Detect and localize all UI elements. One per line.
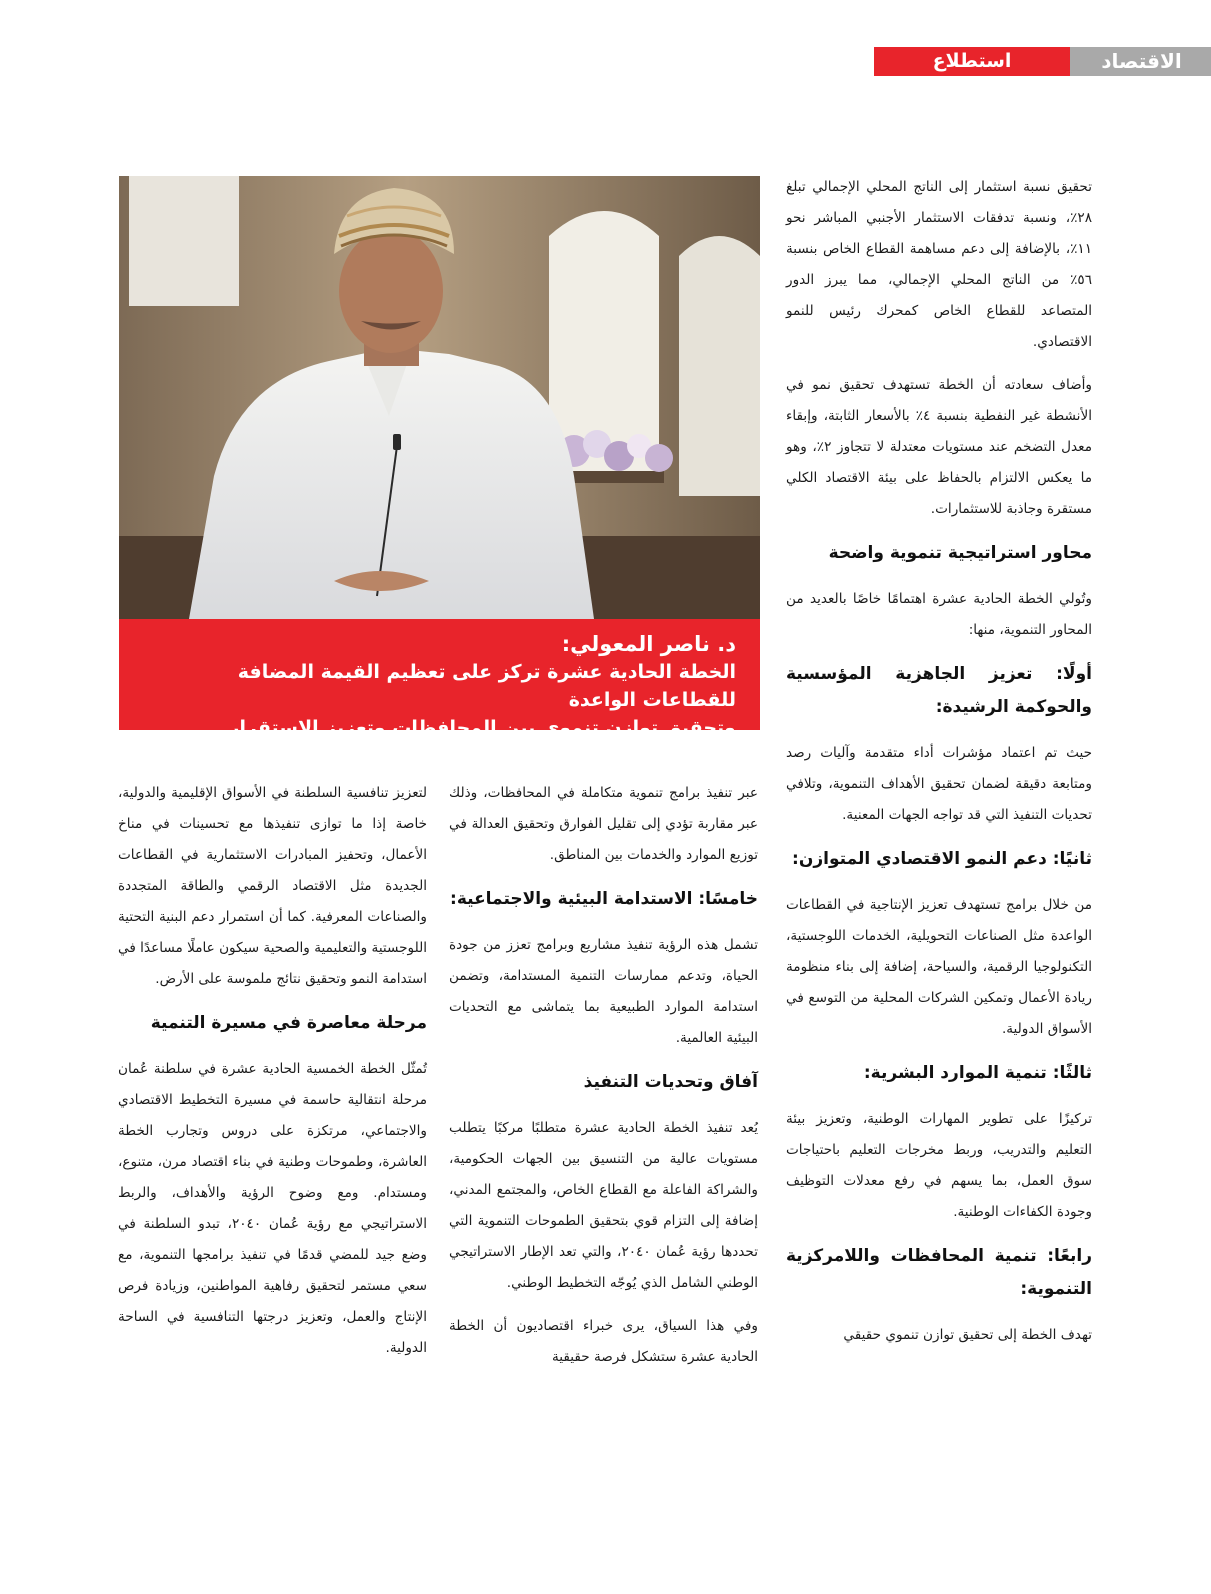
article-column-right	[786, 172, 1092, 1363]
section-heading: رابعًا: تنمية المحافظات واللامركزية التنموية:	[786, 1246, 1092, 1299]
article-column-middle	[449, 778, 758, 1385]
paragraph: وأضاف سعادته أن الخطة تستهدف تحقيق نمو في الأنشطة غير النفطية بنسبة ٤٪ بالأسعار الثابتة، وإبقاء معدل التضخم عند مستويات معتدلة لا تتجاوز ٢٪، وهو ما يعكس الالتزام بالحفاظ على بيئة الاقتصاد الكلي مستقرة وجاذبة للاستثمارات.	[786, 377, 1093, 517]
section-heading: مرحلة معاصرة في مسيرة التنمية	[150, 1013, 427, 1033]
paragraph: تركيزًا على تطوير المهارات الوطنية، وتعزيز بيئة التعليم والتدريب، وربط مخرجات التعليم باحتياجات سوق العمل، بما يسهم في رفع معدلات التوظيف وجودة الكفاءات الوطنية.	[786, 1111, 1092, 1220]
paragraph: حيث تم اعتماد مؤشرات أداء متقدمة وآليات رصد ومتابعة دقيقة لضمان تحقيق الأهداف التنموية، وتلافي تحديات التنفيذ التي قد تواجه الجهات المعنية.	[786, 745, 1092, 823]
caption-speaker-name: د. ناصر المعولي:	[561, 632, 736, 656]
article-column-left	[118, 778, 427, 1376]
section-label: استطلاع	[932, 50, 1012, 72]
section-heading: ثالثًا: تنمية الموارد البشرية:	[863, 1063, 1092, 1083]
section-heading: ثانيًا: دعم النمو الاقتصادي المتوازن:	[792, 849, 1092, 869]
paragraph: تحقيق نسبة استثمار إلى الناتج المحلي الإجمالي تبلغ ٢٨٪، ونسبة تدفقات الاستثمار الأجنبي المباشر نحو ١١٪، بالإضافة إلى دعم مساهمة القطاع الخاص بنسبة ٥٦٪ من الناتج المحلي الإجمالي، مما يبرز الدور المتصاعد للقطاع الخاص كمحرك رئيس للنمو الاقتصادي.	[786, 179, 1092, 350]
caption-quote-line: الخطة الحادية عشرة تركز على تعظيم القيمة المضافة للقطاعات الواعدة	[237, 661, 736, 711]
caption-quote-line: وتحقيق توازن تنموي بين المحافظات وتعزيز الاستقرار الاقتصادي	[228, 717, 736, 767]
magazine-logo: الاقتصاد	[1101, 49, 1182, 73]
paragraph: تهدف الخطة إلى تحقيق توازن تنموي حقيقي	[843, 1327, 1092, 1343]
speaker-portrait-icon	[119, 176, 760, 619]
paragraph: وفي هذا السياق، يرى خبراء اقتصاديون أن الخطة الحادية عشرة ستشكل فرصة حقيقية	[449, 1318, 758, 1365]
section-heading: محاور استراتيجية تنموية واضحة	[828, 543, 1092, 563]
section-heading: خامسًا: الاستدامة البيئية والاجتماعية:	[450, 889, 758, 909]
speaker-photo	[119, 176, 760, 619]
paragraph: لتعزيز تنافسية السلطنة في الأسواق الإقليمية والدولية، خاصة إذا ما توازى تنفيذها مع تحسينات في مناخ الأعمال، وتحفيز المبادرات الاستثمارية في القطاعات الجديدة مثل الاقتصاد الرقمي والطاقة المتجددة والصناعات المعرفية. كما أن استمرار دعم البنية التحتية اللوجستية والتعليمية والصحية سيكون عاملًا مساعدًا في استدامة النمو وتحقيق نتائج ملموسة على الأرض.	[118, 785, 427, 987]
photo-caption	[119, 619, 760, 767]
section-heading: آفاق وتحديات التنفيذ	[583, 1072, 758, 1092]
paragraph: تشمل هذه الرؤية تنفيذ مشاريع وبرامج تعزز من جودة الحياة، وتدعم ممارسات التنمية المستدامة، وتضمن استدامة الموارد الطبيعية بما يتماشى مع التحديات البيئية العالمية.	[449, 937, 758, 1046]
paragraph: يُعد تنفيذ الخطة الحادية عشرة متطلبًا مركبًا يتطلب مستويات عالية من التنسيق بين الجهات الحكومية، والشراكة الفاعلة مع القطاع الخاص، والمجتمع المدني، إضافة إلى التزام قوي بتحقيق الطموحات التنموية التي تحددها رؤية عُمان ٢٠٤٠، والتي تعد الإطار الاستراتيجي الوطني الشامل الذي يُوجّه التخطيط الوطني.	[449, 1120, 758, 1291]
section-heading: أولًا: تعزيز الجاهزية المؤسسية والحوكمة الرشيدة:	[786, 664, 1092, 717]
paragraph: وتُولي الخطة الحادية عشرة اهتمامًا خاصًا بالعديد من المحاور التنموية، منها:	[786, 591, 1092, 638]
paragraph: من خلال برامج تستهدف تعزيز الإنتاجية في القطاعات الواعدة مثل الصناعات التحويلية، الخدمات اللوجستية، التكنولوجيا الرقمية، والسياحة، إضافة إلى بناء منظومة ريادة الأعمال وتمكين الشركات المحلية من التوسع في الأسواق الدولية.	[786, 897, 1092, 1037]
paragraph: تُمثّل الخطة الخمسية الحادية عشرة في سلطنة عُمان مرحلة انتقالية حاسمة في مسيرة التخطيط الاقتصادي والاجتماعي، مرتكزة على دروس وتجارب الخطة العاشرة، وطموحات وطنية في بناء اقتصاد مرن، متنوع، ومستدام. ومع وضوح الرؤية والأهداف، والربط الاستراتيجي مع رؤية عُمان ٢٠٤٠، تبدو السلطنة في وضع جيد للمضي قدمًا في تنفيذ برامجها التنموية، مع سعي مستمر لتحقيق رفاهية المواطنين، وزيادة فرص الإنتاج والعمل، وتعزيز درجتها التنافسية في الساحة الدولية.	[118, 1061, 427, 1356]
paragraph: عبر تنفيذ برامج تنموية متكاملة في المحافظات، وذلك عبر مقاربة تؤدي إلى تقليل الفوارق وتحقيق العدالة في توزيع الموارد والخدمات بين المناطق.	[449, 785, 758, 863]
